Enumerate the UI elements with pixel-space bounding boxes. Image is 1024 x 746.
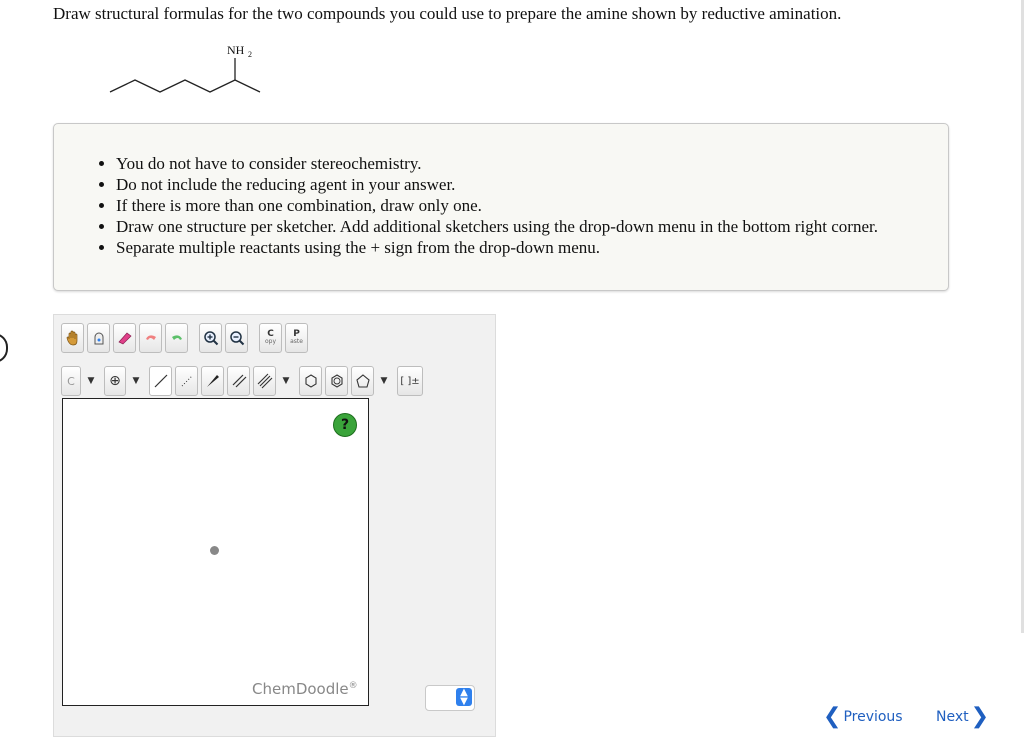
amine-structure bbox=[105, 40, 275, 102]
instructions-list bbox=[54, 124, 948, 258]
lasso-icon[interactable] bbox=[87, 323, 110, 353]
bracket-tool-button[interactable] bbox=[397, 366, 423, 396]
pentagon-ring-icon[interactable] bbox=[351, 366, 374, 396]
side-handle[interactable] bbox=[0, 333, 8, 363]
brand-name: ChemDoodle bbox=[252, 680, 349, 698]
hexagon-ring-icon[interactable] bbox=[299, 366, 322, 396]
chevron-down-icon[interactable]: ▼ bbox=[282, 376, 290, 386]
next-button[interactable] bbox=[936, 704, 990, 729]
instruction-item: • You do not have to consider stereochemistry. bbox=[116, 153, 948, 174]
eraser-icon[interactable] bbox=[113, 323, 136, 353]
hashed-bond-icon[interactable] bbox=[175, 366, 198, 396]
copy-button[interactable] bbox=[259, 323, 282, 353]
instruction-item: • If there is more than one combination, draw only one. bbox=[116, 195, 948, 216]
atom-label: C bbox=[67, 374, 75, 388]
wedge-bond-icon[interactable] bbox=[201, 366, 224, 396]
instructions-box bbox=[53, 123, 949, 291]
copy-label: C bbox=[267, 329, 274, 339]
double-bond-icon[interactable] bbox=[227, 366, 250, 396]
brand-mark: ® bbox=[348, 681, 358, 691]
hand-tool-icon[interactable] bbox=[61, 323, 84, 353]
amine-subscript: 2 bbox=[248, 50, 252, 59]
previous-button[interactable] bbox=[823, 704, 903, 729]
chevron-down-icon[interactable]: ▼ bbox=[132, 376, 140, 386]
amine-label: NH bbox=[227, 43, 245, 57]
atom-tool-button[interactable] bbox=[61, 366, 81, 396]
chevron-left-icon: ❮ bbox=[823, 704, 842, 729]
next-label: Next bbox=[936, 709, 969, 725]
single-bond-icon[interactable] bbox=[149, 366, 172, 396]
sketcher-dropdown[interactable] bbox=[425, 685, 475, 711]
help-button[interactable]: ? bbox=[333, 413, 357, 437]
instruction-item: • Do not include the reducing agent in your answer. bbox=[116, 174, 948, 195]
canvas-cursor-dot bbox=[210, 546, 219, 555]
chemdoodle-brand bbox=[252, 680, 358, 698]
paste-button[interactable] bbox=[285, 323, 308, 353]
chevron-down-icon[interactable]: ▼ bbox=[87, 376, 95, 386]
redo-icon[interactable] bbox=[165, 323, 188, 353]
updown-chevron-icon: ▲ ▼ bbox=[456, 688, 472, 706]
instruction-item: • Draw one structure per sketcher. Add additional sketchers using the drop-down menu in the bottom right corner. bbox=[116, 216, 948, 237]
chevron-down-icon[interactable]: ▼ bbox=[380, 376, 388, 386]
question-text: Draw structural formulas for the two compounds you could use to prepare the amine shown by reductive amination. bbox=[53, 4, 842, 23]
copy-sub: opy bbox=[264, 338, 277, 345]
paste-sub: aste bbox=[290, 338, 303, 345]
previous-label: Previous bbox=[843, 709, 903, 725]
charge-label: ⊕ bbox=[109, 373, 121, 389]
paste-label: P bbox=[293, 329, 300, 339]
bracket-label: [ ]± bbox=[400, 375, 420, 387]
zoom-out-icon[interactable] bbox=[225, 323, 248, 353]
charge-tool-button[interactable] bbox=[104, 366, 126, 396]
instruction-item: • Separate multiple reactants using the + sign from the drop-down menu. bbox=[116, 237, 948, 258]
chevron-right-icon: ❯ bbox=[970, 704, 990, 729]
zoom-in-icon[interactable] bbox=[199, 323, 222, 353]
triple-bond-icon[interactable] bbox=[253, 366, 276, 396]
benzene-ring-icon[interactable] bbox=[325, 366, 348, 396]
undo-icon[interactable] bbox=[139, 323, 162, 353]
